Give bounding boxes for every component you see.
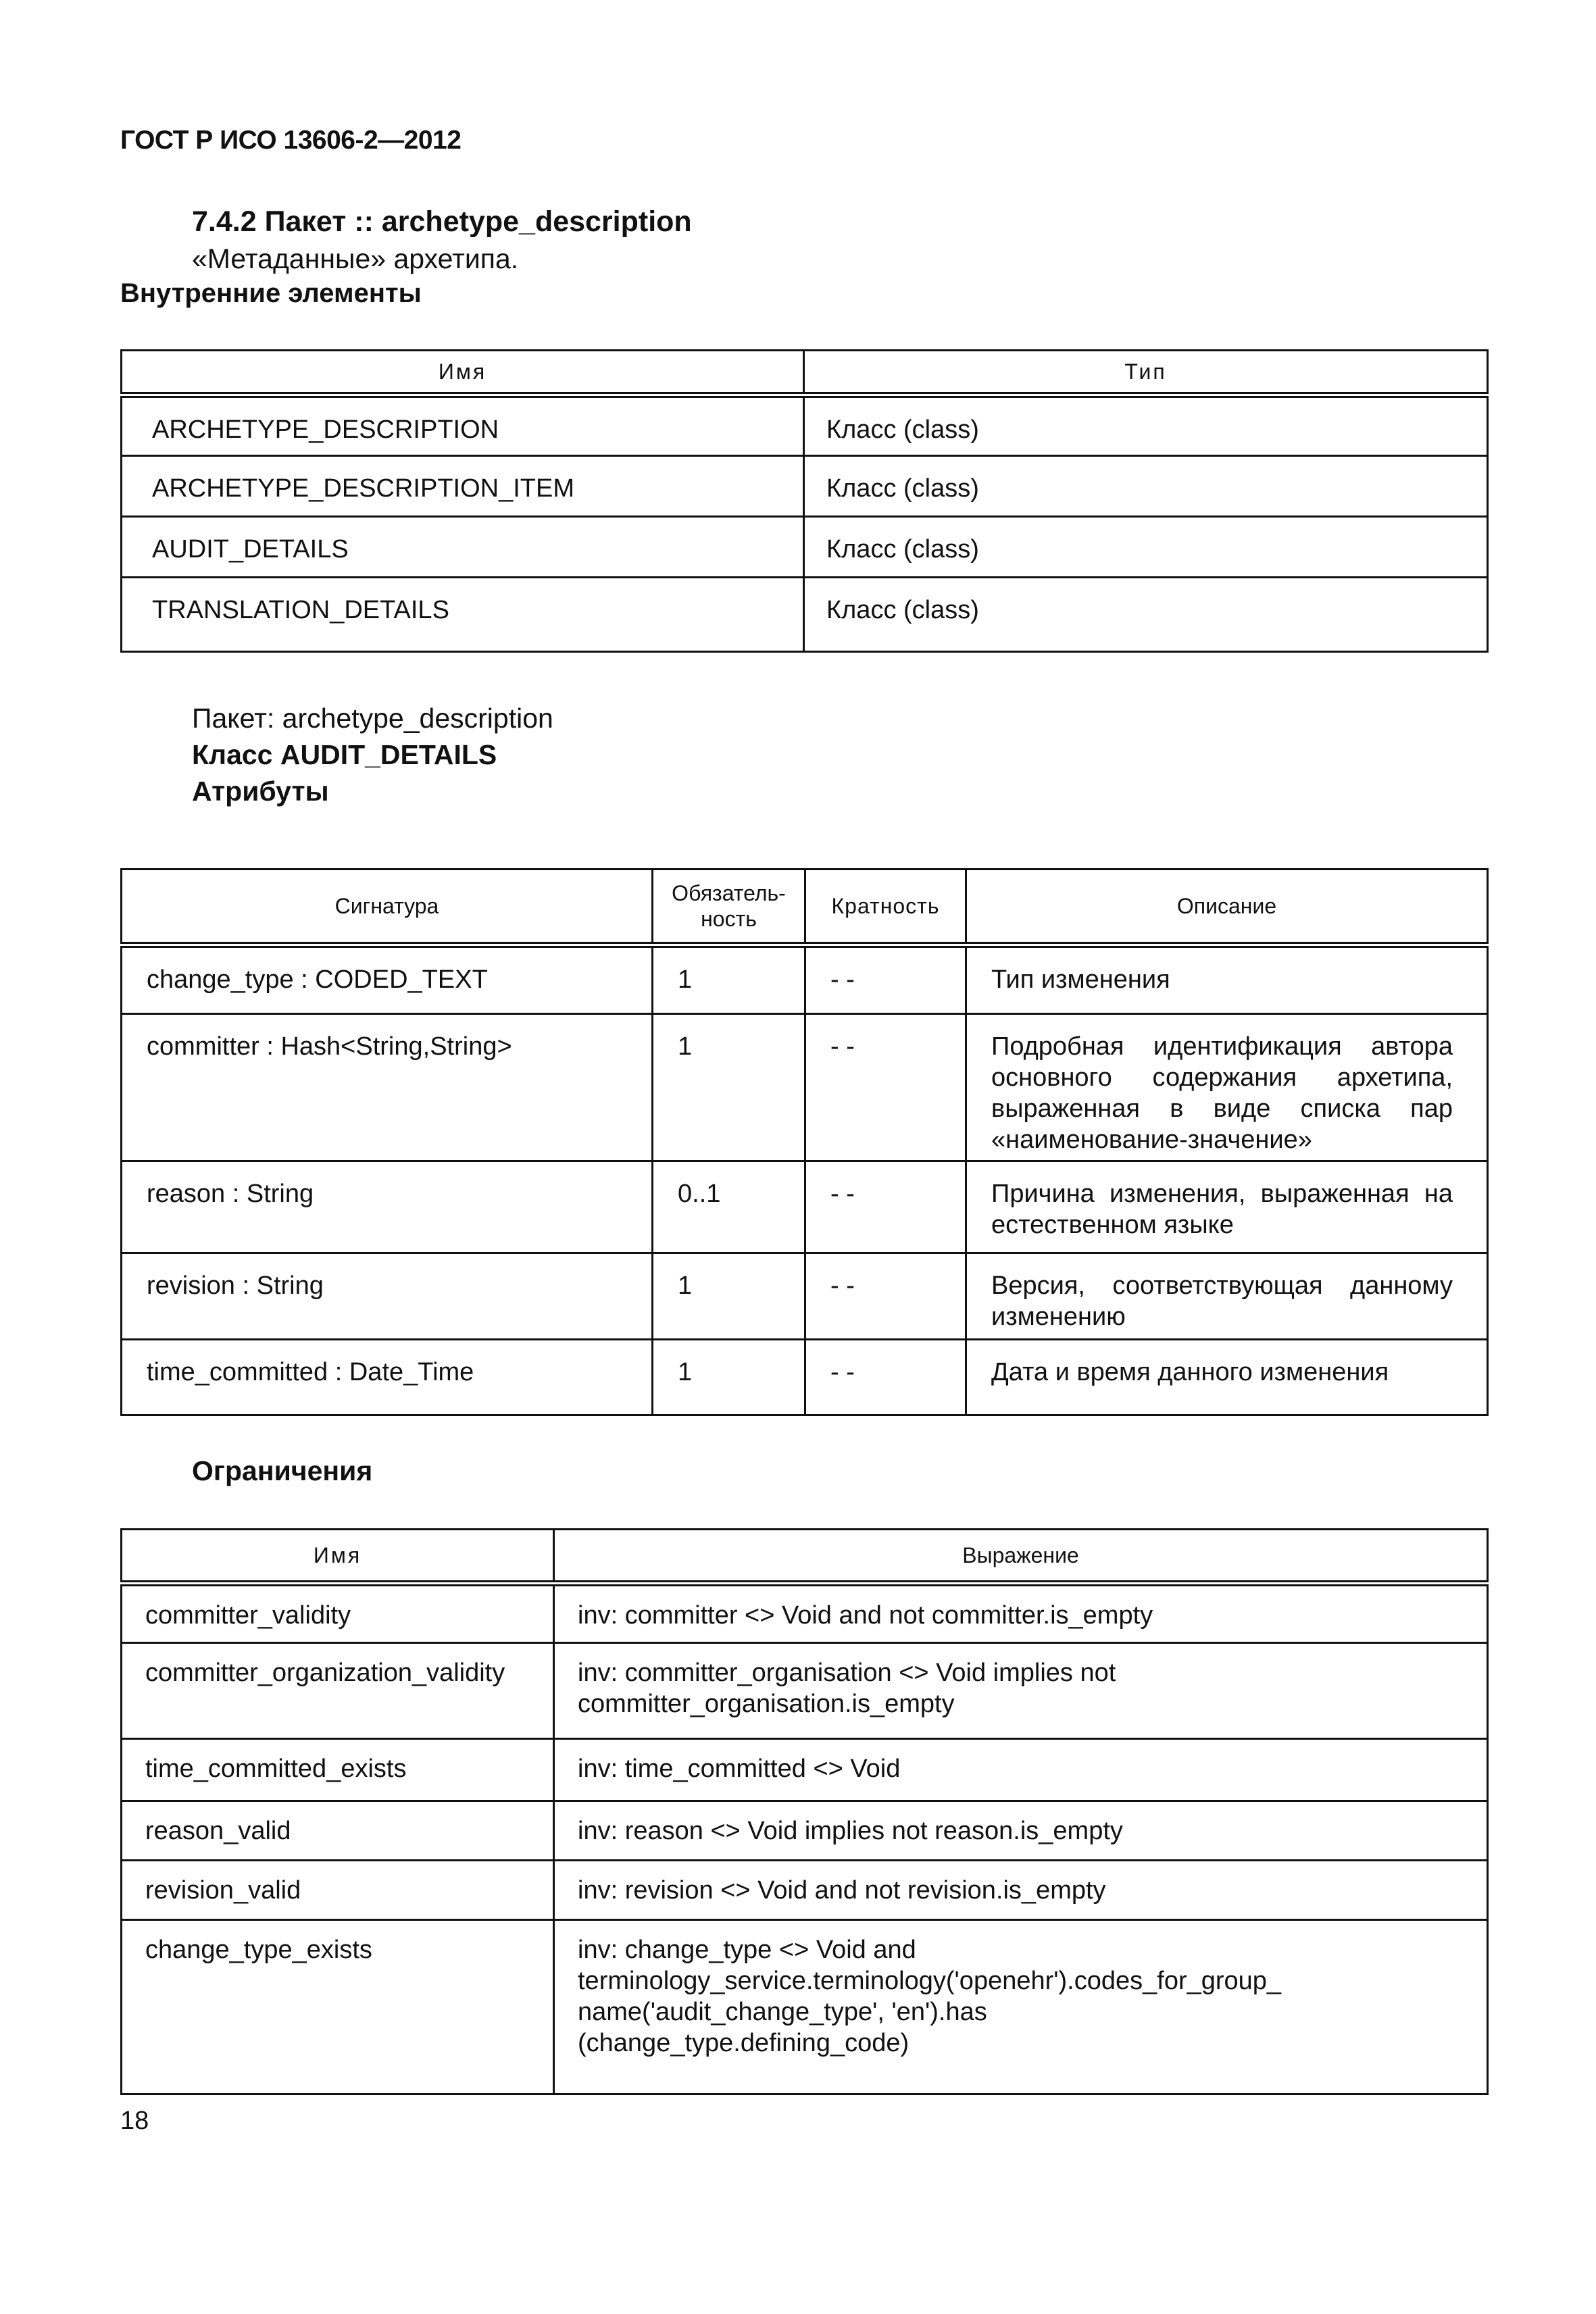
attribute-signature: time_committed : Date_Time xyxy=(122,1340,653,1415)
attribute-signature: reason : String xyxy=(122,1161,653,1253)
table-row xyxy=(122,1739,1488,1801)
column-header-name: Имя xyxy=(122,1530,554,1584)
table-row xyxy=(122,1161,1488,1253)
constraint-name: committer_validity xyxy=(122,1584,554,1643)
constraint-expression: inv: revision <> Void and not revision.is_empty xyxy=(554,1861,1488,1920)
constraint-expression: inv: reason <> Void implies not reason.is_empty xyxy=(554,1801,1488,1861)
element-type: Класс (class) xyxy=(804,517,1488,578)
attribute-multiplicity: - - xyxy=(805,1161,966,1253)
column-header-expression: Выражение xyxy=(554,1530,1488,1584)
section-stereotype: «Метаданные» архетипа. xyxy=(192,243,519,274)
section-heading: 7.4.2 Пакет :: archetype_description xyxy=(192,205,692,238)
elements-table xyxy=(120,349,1489,653)
attribute-signature: revision : String xyxy=(122,1253,653,1340)
table-row xyxy=(122,395,1488,456)
table-row xyxy=(122,517,1488,578)
table-row xyxy=(122,1253,1488,1340)
attributes-label: Атрибуты xyxy=(192,776,329,807)
attributes-table xyxy=(120,868,1489,1416)
attribute-signature: committer : Hash<String,String> xyxy=(122,1014,653,1161)
attribute-mandatory: 1 xyxy=(653,945,805,1014)
inner-elements-label: Внутренние элементы xyxy=(120,278,422,308)
table-row xyxy=(122,1861,1488,1920)
table-row xyxy=(122,1801,1488,1861)
table-row xyxy=(122,1014,1488,1161)
constraint-name: reason_valid xyxy=(122,1801,554,1861)
attribute-multiplicity: - - xyxy=(805,1340,966,1415)
table-row xyxy=(122,456,1488,517)
table-row xyxy=(122,1643,1488,1739)
column-header-multiplicity: Кратность xyxy=(805,870,966,945)
attribute-description: Причина изменения, выраженная на естественном языке xyxy=(966,1161,1488,1253)
table-row xyxy=(122,578,1488,652)
attribute-multiplicity: - - xyxy=(805,1253,966,1340)
constraint-name: change_type_exists xyxy=(122,1920,554,2094)
attribute-multiplicity: - - xyxy=(805,1014,966,1161)
element-name: TRANSLATION_DETAILS xyxy=(122,578,804,652)
attribute-description: Дата и время данного изменения xyxy=(966,1340,1488,1415)
package-name: Пакет: archetype_description xyxy=(192,703,553,734)
class-title: Класс AUDIT_DETAILS xyxy=(192,739,497,770)
attribute-description: Подробная идентификация автора основного содержания архетипа, выраженная в виде списка пар «наименование-значение» xyxy=(966,1014,1488,1161)
constraints-label: Ограничения xyxy=(192,1455,373,1486)
column-header-name: Имя xyxy=(122,351,804,395)
column-header-signature: Сигнатура xyxy=(122,870,653,945)
attribute-mandatory: 1 xyxy=(653,1014,805,1161)
constraint-expression: inv: time_committed <> Void xyxy=(554,1739,1488,1801)
constraint-name: revision_valid xyxy=(122,1861,554,1920)
attribute-multiplicity: - - xyxy=(805,945,966,1014)
table-row xyxy=(122,1920,1488,2094)
attribute-description: Версия, соответствующая данному изменению xyxy=(966,1253,1488,1340)
element-type: Класс (class) xyxy=(804,578,1488,652)
element-type: Класс (class) xyxy=(804,395,1488,456)
element-type: Класс (class) xyxy=(804,456,1488,517)
attribute-mandatory: 1 xyxy=(653,1253,805,1340)
constraint-name: committer_organization_validity xyxy=(122,1643,554,1739)
column-header-mandatory: Обязатель- ность xyxy=(653,870,805,945)
element-name: ARCHETYPE_DESCRIPTION xyxy=(122,395,804,456)
table-row xyxy=(122,1584,1488,1643)
column-header-type: Тип xyxy=(804,351,1488,395)
element-name: AUDIT_DETAILS xyxy=(122,517,804,578)
column-header-description: Описание xyxy=(966,870,1488,945)
attribute-mandatory: 0..1 xyxy=(653,1161,805,1253)
page-number: 18 xyxy=(120,2107,149,2135)
table-row xyxy=(122,945,1488,1014)
constraint-expression: inv: change_type <> Void and terminology_service.terminology('openehr').codes_for_group_ name('audit_change_type', 'en').has (change_type.defining_code) xyxy=(554,1920,1488,2094)
attribute-mandatory: 1 xyxy=(653,1340,805,1415)
constraint-expression: inv: committer <> Void and not committer.is_empty xyxy=(554,1584,1488,1643)
constraint-expression: inv: committer_organisation <> Void implies not committer_organisation.is_empty xyxy=(554,1643,1488,1739)
constraints-table xyxy=(120,1528,1489,2095)
attribute-description: Тип изменения xyxy=(966,945,1488,1014)
element-name: ARCHETYPE_DESCRIPTION_ITEM xyxy=(122,456,804,517)
constraint-name: time_committed_exists xyxy=(122,1739,554,1801)
attribute-signature: change_type : CODED_TEXT xyxy=(122,945,653,1014)
document-code: ГОСТ Р ИСО 13606-2—2012 xyxy=(120,126,462,155)
table-row xyxy=(122,1340,1488,1415)
